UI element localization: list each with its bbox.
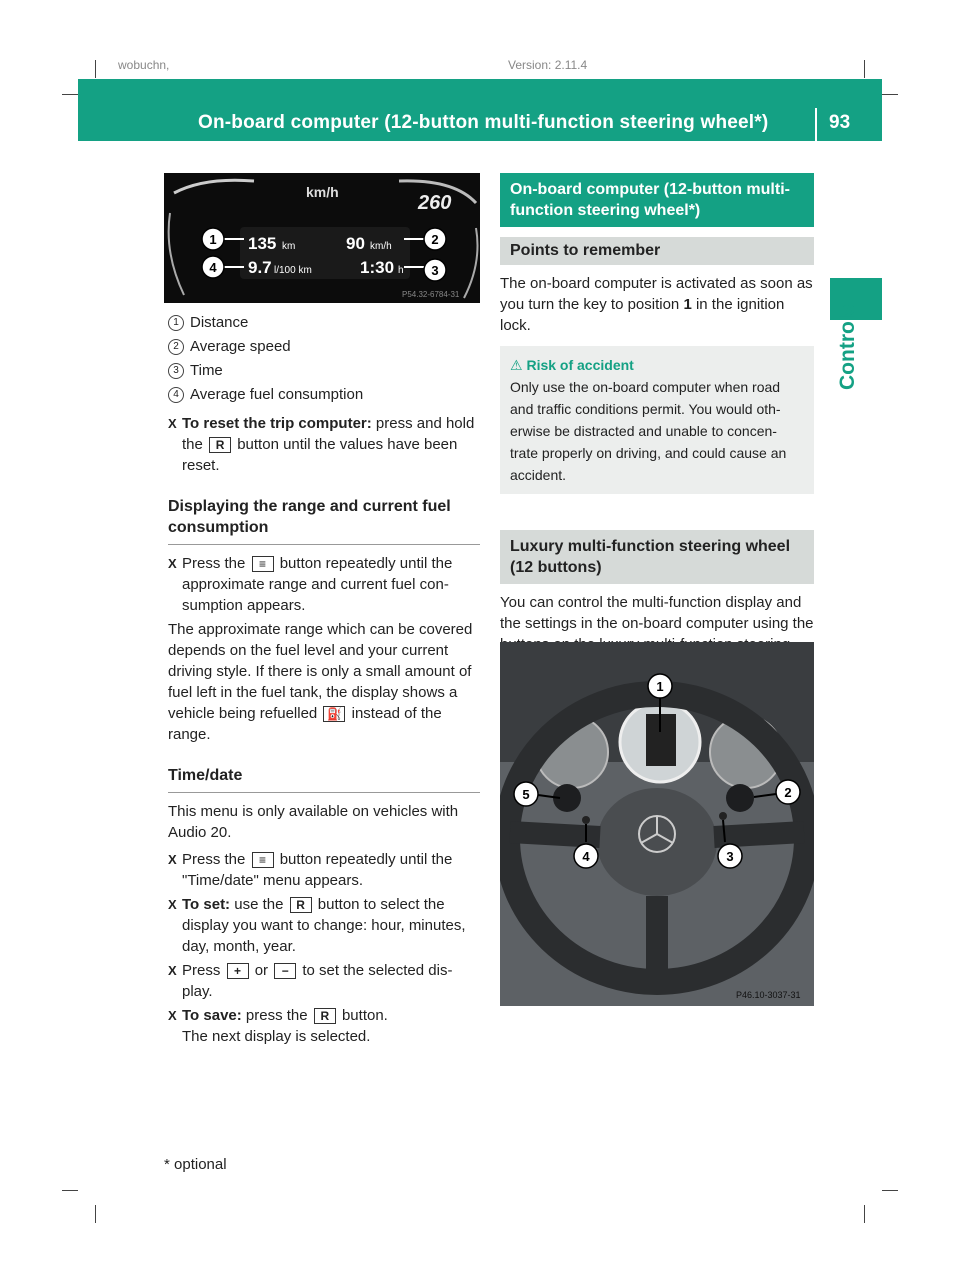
page-number: 93 — [829, 112, 851, 133]
plus-key-icon: + — [227, 963, 249, 979]
section-heading: Time/date — [168, 765, 480, 793]
paragraph: The approximate range which can be covered depends on the fuel level and your current driving style. If there is only a small amount of fuel left in the fuel tank, the display shows a vehicle being refuelled ⛽ instead of the range. — [168, 621, 473, 743]
instruction-step: X Press the ≡ button repeatedly until the "Time/date" menu appears. — [168, 851, 453, 889]
crop-mark — [864, 60, 865, 78]
legend-item: 2 Average speed — [168, 336, 480, 357]
legend-item: 3 Time — [168, 360, 480, 381]
steering-wheel-figure — [500, 642, 814, 1006]
fuel-value: 9.7 — [248, 258, 272, 277]
footnote: * optional — [164, 1156, 227, 1173]
crop-mark — [95, 60, 96, 78]
svg-text:3: 3 — [431, 263, 439, 278]
crop-mark — [882, 1190, 898, 1191]
fuel-unit: l/100 km — [274, 265, 312, 276]
fuel-pump-icon: ⛽ — [323, 706, 345, 722]
instrument-display-figure — [164, 173, 480, 303]
subsection-heading: Luxury multi-function steering wheel (12 buttons) — [500, 530, 814, 584]
warning-box: ⚠ Risk of accident Only use the on-board computer when road and traffic conditions permit. You would oth-erwise be distracted and unable to concen-trate properly on driving, and could cause an accident. — [500, 346, 814, 494]
paragraph: The on-board computer is activated as soon as you turn the key to position 1 in the ignition lock. — [500, 275, 813, 334]
avg-speed-unit: km/h — [370, 241, 392, 252]
svg-text:4: 4 — [582, 849, 590, 864]
meta-left: wobuchn, — [118, 58, 170, 72]
figure-ref: P46.10-3037-31 — [736, 990, 801, 1000]
left-column — [168, 312, 480, 1050]
svg-text:2: 2 — [784, 785, 792, 800]
instruction-step: X To set: use the R button to select the display you want to change: hour, minutes, day, month, year. — [168, 896, 466, 955]
section-label: Controls — [836, 303, 859, 390]
section-heading: Displaying the range and current fuel consumption — [168, 496, 480, 545]
instruction-step: X Press + or − to set the selected dis-play. — [168, 962, 453, 1000]
menu-key-icon: ≡ — [252, 852, 274, 868]
speed-unit-label: km/h — [306, 184, 339, 200]
paragraph: This menu is only available on vehicles with Audio 20. — [168, 803, 459, 841]
svg-text:2: 2 — [431, 232, 439, 247]
reset-key-icon: R — [314, 1008, 336, 1024]
header-divider — [815, 108, 817, 141]
time-value: 1:30 — [360, 258, 395, 277]
instrument-display-svg — [164, 173, 480, 303]
crop-mark — [864, 1205, 865, 1223]
steering-wheel-svg — [500, 642, 814, 1006]
reset-key-icon: R — [209, 437, 231, 453]
svg-text:1: 1 — [656, 679, 664, 694]
distance-value: 135 — [248, 234, 277, 253]
crop-mark — [882, 94, 898, 95]
instruction-step: X To reset the trip computer: press and hold the R button until the values have been reset. — [168, 415, 475, 474]
paragraph: You can control the multi-function display and the settings in the on-board computer using the — [500, 594, 814, 632]
reset-key-icon: R — [290, 897, 312, 913]
instruction-step: X Press the ≡ button repeatedly until the approximate range and current fuel con-sumption appears. — [168, 555, 453, 614]
svg-text:3: 3 — [726, 849, 734, 864]
menu-key-icon: ≡ — [252, 556, 274, 572]
section-heading: On-board computer (12-button multi-function steering wheel*) — [500, 173, 814, 227]
svg-text:5: 5 — [522, 787, 530, 802]
right-column — [500, 173, 814, 682]
time-unit: h — [398, 265, 404, 276]
legend-item: 1 Distance — [168, 312, 480, 333]
crop-mark — [62, 1190, 78, 1191]
minus-key-icon: − — [274, 963, 296, 979]
figure-ref: P54.32-6784-31 — [402, 290, 460, 299]
crop-mark — [95, 1205, 96, 1223]
instruction-step: X To save: press the R button. The next display is selected. — [168, 1007, 388, 1045]
legend-item: 4 Average fuel consumption — [168, 384, 480, 405]
subsection-heading: Points to remember — [500, 237, 814, 265]
svg-text:1: 1 — [209, 232, 217, 247]
warning-icon: ⚠ — [510, 357, 523, 373]
crop-mark — [62, 94, 78, 95]
svg-text:4: 4 — [209, 260, 217, 275]
max-speed-label: 260 — [418, 192, 452, 214]
avg-speed-value: 90 — [346, 234, 365, 253]
page-title: On-board computer (12-button multi-function steering wheel*) — [198, 112, 769, 133]
distance-unit: km — [282, 241, 296, 252]
meta-right: Version: 2.11.4 — [508, 58, 588, 72]
